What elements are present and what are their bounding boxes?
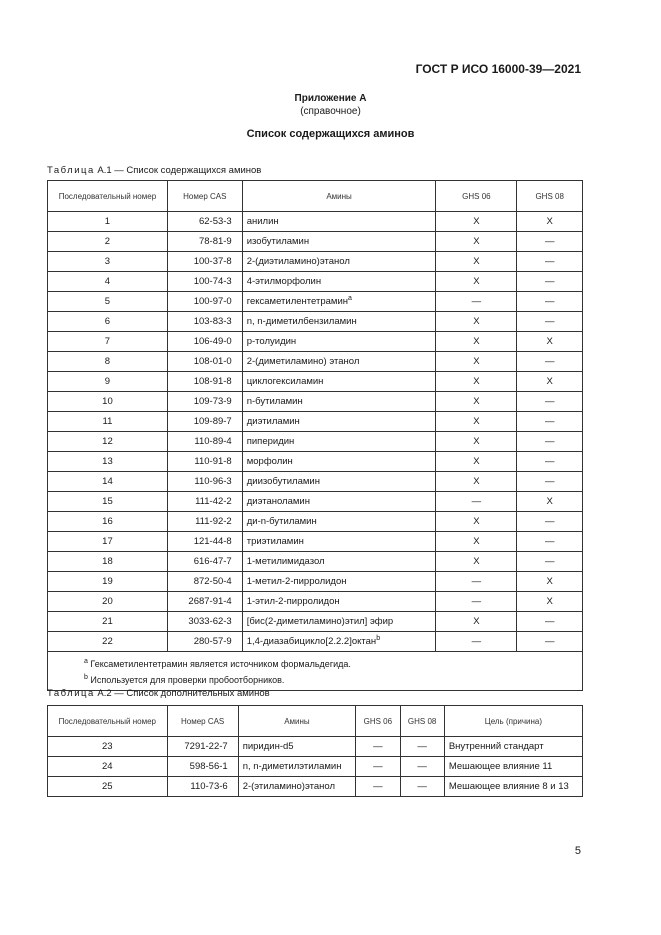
additional-amines-table: [47, 705, 583, 797]
table-row: [48, 632, 583, 652]
table-row: [48, 232, 583, 252]
cas-number-cell: 110-89-4: [167, 432, 242, 452]
cas-number-cell: 110-73-6: [167, 777, 238, 797]
amine-name: изобутиламин: [246, 236, 310, 247]
amine-name-cell: [242, 552, 436, 572]
table1-caption: [47, 165, 261, 176]
ghs06-cell: X: [436, 332, 517, 352]
seq-number-cell: 4: [48, 272, 168, 292]
seq-number-cell: 6: [48, 312, 168, 332]
ghs06-cell: —: [436, 492, 517, 512]
amine-name: диизобутиламин: [246, 476, 320, 487]
seq-number-cell: 9: [48, 372, 168, 392]
amine-name: пиперидин: [246, 436, 295, 447]
list-title: Список содержащихся аминов: [246, 128, 415, 140]
amine-name: диэтиламин: [246, 416, 300, 427]
footnote-b-mark: b: [84, 674, 88, 681]
amine-name-cell: [242, 232, 436, 252]
col-seq-number: Последовательный номер: [48, 706, 168, 737]
amine-name-cell: [242, 452, 436, 472]
seq-number-cell: 18: [48, 552, 168, 572]
amine-name: p-толуидин: [246, 336, 297, 347]
amine-name: 2-(диэтиламино)этанол: [246, 256, 350, 267]
ghs06-cell: X: [436, 392, 517, 412]
amine-name-cell: [242, 492, 436, 512]
amine-name: морфолин: [246, 456, 293, 467]
table-row: [48, 352, 583, 372]
seq-number-cell: 7: [48, 332, 168, 352]
cas-number-cell: 280-57-9: [167, 632, 242, 652]
seq-number-cell: 25: [48, 777, 168, 797]
seq-number-cell: 22: [48, 632, 168, 652]
table1-header-row: [48, 181, 583, 212]
ghs06-cell: —: [356, 777, 400, 797]
ghs06-cell: X: [436, 252, 517, 272]
seq-number-cell: 14: [48, 472, 168, 492]
col-ghs08: GHS 08: [400, 706, 444, 737]
table-row: [48, 532, 583, 552]
table1-caption-label: Таблица: [47, 165, 95, 176]
amine-name-cell: [242, 372, 436, 392]
col-seq-number: Последовательный номер: [48, 181, 168, 212]
cas-number-cell: 100-37-8: [167, 252, 242, 272]
ghs08-cell: —: [517, 252, 583, 272]
annex-heading: [0, 92, 661, 118]
table-row: [48, 492, 583, 512]
ghs06-cell: X: [436, 432, 517, 452]
amine-name: 2-(диметиламино) этанол: [246, 356, 360, 367]
ghs08-cell: —: [400, 737, 444, 757]
amine-name-cell: [242, 472, 436, 492]
footnote-a-mark: a: [84, 658, 88, 665]
amine-name-cell: [242, 392, 436, 412]
seq-number-cell: 11: [48, 412, 168, 432]
col-purpose: Цель (причина): [444, 706, 582, 737]
col-cas-number: Номер CAS: [167, 181, 242, 212]
table-row: [48, 572, 583, 592]
ghs08-cell: X: [517, 212, 583, 232]
amine-name-cell: [242, 572, 436, 592]
seq-number-cell: 8: [48, 352, 168, 372]
amine-name: гексаметилентетрамин: [246, 296, 348, 308]
ghs06-cell: X: [436, 552, 517, 572]
seq-number-cell: 12: [48, 432, 168, 452]
cas-number-cell: 111-42-2: [167, 492, 242, 512]
amine-name-cell: [242, 632, 436, 652]
table-row: [48, 292, 583, 312]
ghs08-cell: —: [517, 612, 583, 632]
seq-number-cell: 16: [48, 512, 168, 532]
table-row: [48, 432, 583, 452]
seq-number-cell: 3: [48, 252, 168, 272]
table-row: [48, 512, 583, 532]
ghs06-cell: —: [356, 737, 400, 757]
table-row: [48, 777, 583, 797]
table1-body: [48, 212, 583, 652]
table2-header-row: [48, 706, 583, 737]
amine-name: 1,4-диазабицикло[2.2.2]октан: [246, 636, 377, 648]
col-amines: Амины: [238, 706, 356, 737]
cas-number-cell: 111-92-2: [167, 512, 242, 532]
ghs08-cell: —: [517, 272, 583, 292]
seq-number-cell: 10: [48, 392, 168, 412]
cas-number-cell: 110-96-3: [167, 472, 242, 492]
amine-name-cell: [242, 352, 436, 372]
seq-number-cell: 24: [48, 757, 168, 777]
amine-name: n, n-диметилбензиламин: [246, 316, 357, 327]
footnote-a: [84, 655, 578, 671]
ghs08-cell: —: [400, 777, 444, 797]
purpose-cell: Внутренний стандарт: [444, 737, 582, 757]
ghs06-cell: —: [436, 592, 517, 612]
cas-number-cell: 109-73-9: [167, 392, 242, 412]
ghs08-cell: —: [517, 232, 583, 252]
table1-caption-text: А.1 — Список содержащихся аминов: [97, 165, 262, 176]
purpose-cell: Мешающее влияние 8 и 13: [444, 777, 582, 797]
table-row: [48, 412, 583, 432]
amine-name-cell: [242, 312, 436, 332]
table-row: [48, 392, 583, 412]
cas-number-cell: 109-89-7: [167, 412, 242, 432]
amine-name-cell: 2-(этиламино)этанол: [238, 777, 356, 797]
amine-name-cell: [242, 432, 436, 452]
table-row: [48, 592, 583, 612]
ghs06-cell: X: [436, 352, 517, 372]
cas-number-cell: 62-53-3: [167, 212, 242, 232]
ghs08-cell: —: [517, 412, 583, 432]
col-ghs06: GHS 06: [436, 181, 517, 212]
amine-name: диэтаноламин: [246, 496, 310, 507]
amine-name-cell: [242, 612, 436, 632]
table2-caption: [47, 688, 270, 699]
table1-footnotes-row: [48, 652, 583, 691]
cas-number-cell: 108-01-0: [167, 352, 242, 372]
amine-name-cell: [242, 412, 436, 432]
cas-number-cell: 103-83-3: [167, 312, 242, 332]
amines-table: [47, 180, 583, 691]
ghs06-cell: X: [436, 232, 517, 252]
col-ghs06: GHS 06: [356, 706, 400, 737]
table-row: [48, 272, 583, 292]
ghs08-cell: X: [517, 572, 583, 592]
seq-number-cell: 23: [48, 737, 168, 757]
table2-body: [48, 737, 583, 797]
seq-number-cell: 19: [48, 572, 168, 592]
table-row: [48, 332, 583, 352]
ghs06-cell: —: [436, 632, 517, 652]
cas-number-cell: 872-50-4: [167, 572, 242, 592]
amine-name: 1-метилимидазол: [246, 556, 325, 567]
seq-number-cell: 20: [48, 592, 168, 612]
table-row: [48, 737, 583, 757]
amine-name: триэтиламин: [246, 536, 304, 547]
cas-number-cell: 121-44-8: [167, 532, 242, 552]
cas-number-cell: 598-56-1: [167, 757, 238, 777]
seq-number-cell: 2: [48, 232, 168, 252]
seq-number-cell: 21: [48, 612, 168, 632]
seq-number-cell: 5: [48, 292, 168, 312]
ghs08-cell: X: [517, 492, 583, 512]
ghs06-cell: X: [436, 272, 517, 292]
amine-name: циклогексиламин: [246, 376, 324, 387]
purpose-cell: Мешающее влияние 11: [444, 757, 582, 777]
amine-name-cell: n, n-диметилэтиламин: [238, 757, 356, 777]
annex-title: Приложение А: [294, 93, 367, 104]
ghs06-cell: X: [436, 452, 517, 472]
amine-name: n-бутиламин: [246, 396, 303, 407]
ghs08-cell: —: [517, 452, 583, 472]
annex-subtitle: (справочное): [300, 106, 361, 117]
table-row: [48, 252, 583, 272]
col-amines: Амины: [242, 181, 436, 212]
ghs06-cell: X: [436, 412, 517, 432]
ghs08-cell: —: [400, 757, 444, 777]
cas-number-cell: 616-47-7: [167, 552, 242, 572]
ghs08-cell: —: [517, 352, 583, 372]
cas-number-cell: 78-81-9: [167, 232, 242, 252]
ghs08-cell: —: [517, 512, 583, 532]
amine-name-cell: [242, 532, 436, 552]
table1-footnotes: [48, 652, 583, 691]
ghs08-cell: —: [517, 552, 583, 572]
footnote-b-text: Используется для проверки пробоотборников.: [90, 675, 285, 685]
cas-number-cell: 100-74-3: [167, 272, 242, 292]
ghs08-cell: X: [517, 332, 583, 352]
seq-number-cell: 17: [48, 532, 168, 552]
amine-name-cell: пиридин-d5: [238, 737, 356, 757]
seq-number-cell: 13: [48, 452, 168, 472]
table-row: [48, 452, 583, 472]
amine-name-cell: [242, 212, 436, 232]
table2-caption-text: А.2 — Список дополнительных аминов: [97, 688, 270, 699]
col-ghs08: GHS 08: [517, 181, 583, 212]
ghs06-cell: X: [436, 512, 517, 532]
amine-name: [бис(2-диметиламино)этил] эфир: [246, 616, 394, 627]
table-row: [48, 612, 583, 632]
cas-number-cell: 106-49-0: [167, 332, 242, 352]
cas-number-cell: 7291-22-7: [167, 737, 238, 757]
cas-number-cell: 3033-62-3: [167, 612, 242, 632]
ghs06-cell: —: [356, 757, 400, 777]
ghs08-cell: —: [517, 312, 583, 332]
ghs06-cell: X: [436, 212, 517, 232]
cas-number-cell: 2687-91-4: [167, 592, 242, 612]
ghs06-cell: X: [436, 312, 517, 332]
cas-number-cell: 100-97-0: [167, 292, 242, 312]
ghs08-cell: X: [517, 372, 583, 392]
footnote-a-text: Гексаметилентетрамин является источником формальдегида.: [90, 659, 351, 669]
amine-name: 4-этилморфолин: [246, 276, 322, 287]
ghs08-cell: X: [517, 592, 583, 612]
ghs06-cell: X: [436, 532, 517, 552]
seq-number-cell: 15: [48, 492, 168, 512]
ghs08-cell: —: [517, 472, 583, 492]
table-row: [48, 472, 583, 492]
col-cas-number: Номер CAS: [167, 706, 238, 737]
footnote-ref: b: [376, 635, 381, 643]
ghs08-cell: —: [517, 392, 583, 412]
table-row: [48, 552, 583, 572]
footnote-ref: a: [348, 295, 352, 303]
amine-name-cell: [242, 332, 436, 352]
standard-code: ГОСТ Р ИСО 16000-39—2021: [415, 62, 581, 76]
ghs08-cell: —: [517, 632, 583, 652]
amine-name-cell: [242, 292, 436, 312]
ghs06-cell: —: [436, 572, 517, 592]
amine-name: ди-n-бутиламин: [246, 516, 317, 527]
ghs06-cell: X: [436, 372, 517, 392]
ghs08-cell: —: [517, 292, 583, 312]
cas-number-cell: 110-91-8: [167, 452, 242, 472]
table-row: [48, 757, 583, 777]
ghs06-cell: X: [436, 472, 517, 492]
ghs06-cell: X: [436, 612, 517, 632]
amine-name-cell: [242, 512, 436, 532]
table-row: [48, 312, 583, 332]
ghs06-cell: —: [436, 292, 517, 312]
amine-name: 1-метил-2-пирролидон: [246, 576, 347, 587]
amine-name: анилин: [246, 216, 279, 227]
ghs08-cell: —: [517, 432, 583, 452]
ghs08-cell: —: [517, 532, 583, 552]
page-number: 5: [574, 845, 581, 857]
amine-name-cell: [242, 592, 436, 612]
table2-caption-label: Таблица: [47, 688, 95, 699]
table-row: [48, 212, 583, 232]
footnote-b: [84, 671, 578, 687]
table-row: [48, 372, 583, 392]
cas-number-cell: 108-91-8: [167, 372, 242, 392]
amine-name-cell: [242, 272, 436, 292]
seq-number-cell: 1: [48, 212, 168, 232]
amine-name-cell: [242, 252, 436, 272]
amine-name: 1-этил-2-пирролидон: [246, 596, 340, 607]
